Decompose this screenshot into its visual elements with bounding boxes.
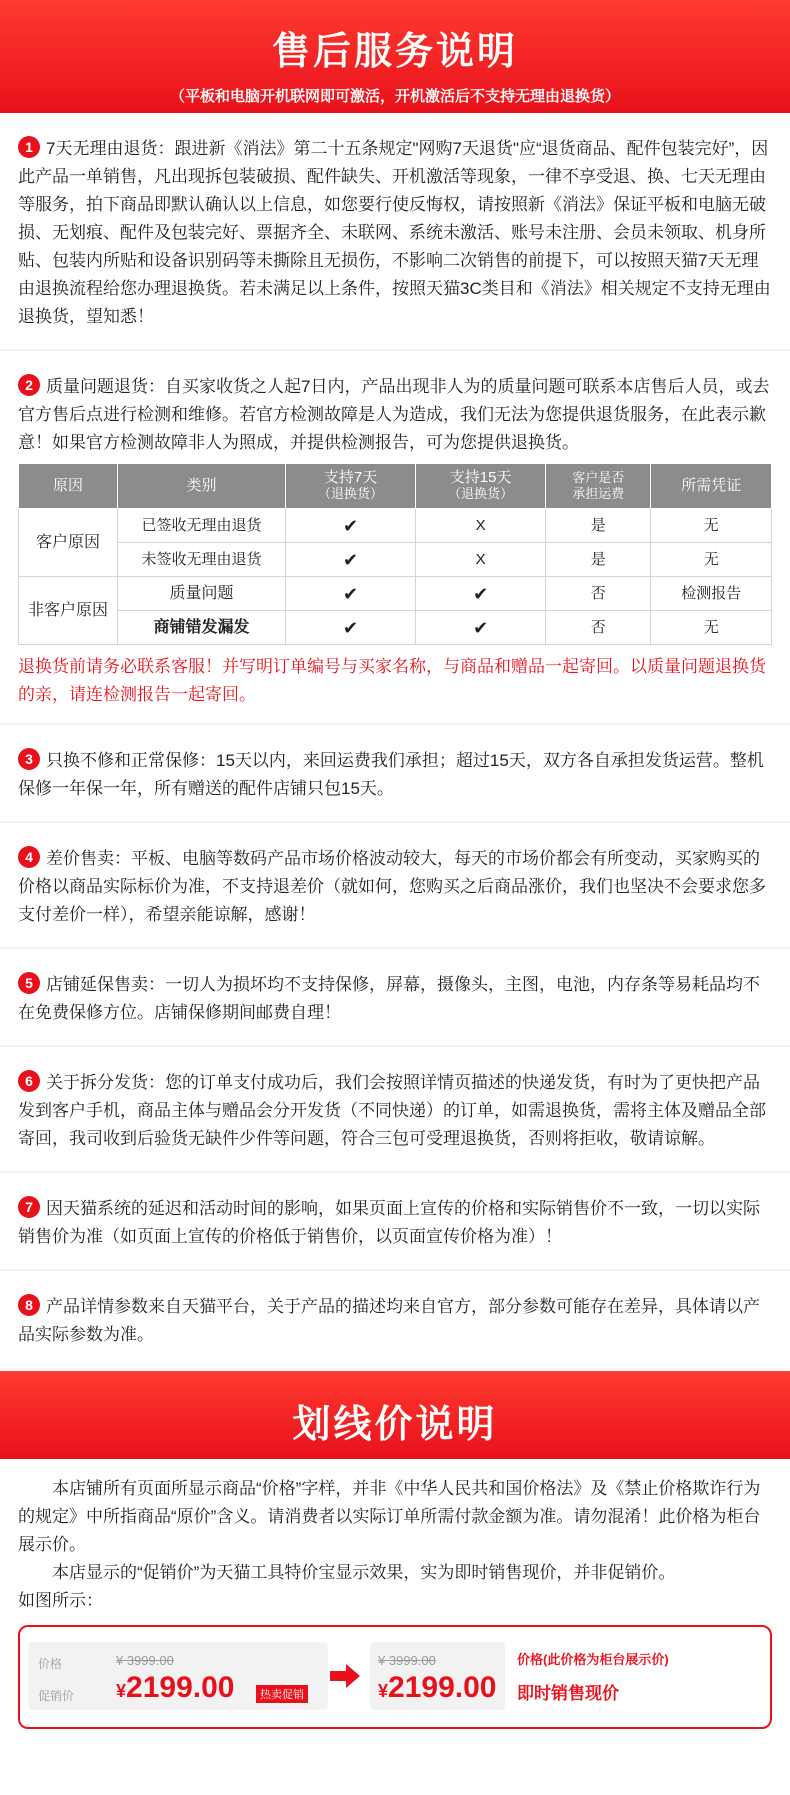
table-cell: 无	[651, 509, 772, 543]
label-price: 价格	[38, 1657, 63, 1671]
hot-sale-tag: 热卖促销	[256, 1685, 308, 1703]
section-6	[0, 1047, 790, 1173]
section-7	[0, 1173, 790, 1271]
strike-para-3: 如图所示：	[18, 1591, 103, 1610]
return-policy-table	[18, 463, 772, 645]
col-proof: 所需凭证	[651, 464, 772, 509]
section-6-text: 关于拆分发货：您的订单支付成功后，我们会按照详情页描述的快递发货，有时为了更快把产品发到客户手机，商品主体与赠品会分开发货（不同快递）的订单，如需退换货，需将主体及赠品全部寄回，我司收到后验货无缺件少件等问题，符合三包可受理退换货，否则将拒收，敬请谅解。	[18, 1073, 766, 1148]
check-icon: ✔	[286, 577, 416, 611]
strike-para-2: 本店显示的“促销价”为天猫工具特价宝显示效果，实为即时销售现价，并非促销价。	[52, 1563, 676, 1582]
section-8-text: 产品详情参数来自天猫平台，关于产品的描述均来自官方，部分参数可能存在差异，具体请以产品实际参数为准。	[18, 1297, 760, 1344]
check-icon: ✔	[416, 577, 546, 611]
table-cell: 检测报告	[651, 577, 772, 611]
table-cell: 商铺错发漏发	[118, 611, 286, 645]
table-cell: 无	[651, 543, 772, 577]
table-cell: X	[416, 509, 546, 543]
check-icon: ✔	[286, 509, 416, 543]
col-reason: 原因	[19, 464, 118, 509]
table-cell: 未签收无理由退货	[118, 543, 286, 577]
table-cell: 否	[546, 611, 651, 645]
section-3-text: 只换不修和正常保修：15天以内，来回运费我们承担；超过15天，双方各自承担发货运营。整机保修一年保一年，所有赠送的配件店铺只包15天。	[18, 751, 764, 798]
number-badge-2: 2	[18, 374, 40, 396]
table-cell: 质量问题	[118, 577, 286, 611]
section-4	[0, 823, 790, 949]
arrow-right-icon	[330, 1663, 360, 1689]
page-subtitle: （平板和电脑开机联网即可激活，开机激活后不支持无理由退换货）	[169, 88, 620, 105]
section-8	[0, 1271, 790, 1371]
table-cell: 已签收无理由退货	[118, 509, 286, 543]
price-demo	[18, 1625, 772, 1729]
section-3	[0, 725, 790, 823]
current-price: ¥2199.00	[378, 1671, 497, 1704]
section-5-text: 店铺延保售卖：一切人为损坏均不支持保修，屏幕，摄像头，主图，电池，内存条等易耗品均不在免费保修方位。店铺保修期间邮费自理！	[18, 975, 760, 1022]
check-icon: ✔	[286, 611, 416, 645]
return-notice: 退换货前请务必联系客服！并写明订单编号与买家名称，与商品和赠品一起寄回。以质量问题退换货的亲，请连检测报告一起寄回。	[18, 657, 766, 704]
strike-price-banner	[0, 1371, 790, 1459]
table-row	[19, 577, 772, 611]
table-cell: 无	[651, 611, 772, 645]
section-1	[0, 113, 790, 351]
col-fee: 客户是否 承担运费	[546, 464, 651, 509]
after-sales-banner	[0, 0, 790, 113]
col-15day: 支持15天 （退换货）	[416, 464, 546, 509]
table-cell: 是	[546, 543, 651, 577]
check-icon: ✔	[416, 611, 546, 645]
section-7-text: 因天猫系统的延迟和活动时间的影响，如果页面上宣传的价格和实际销售价不一致，一切以实际销售价为准（如页面上宣传的价格低于销售价，以页面宣传价格为准）！	[18, 1199, 760, 1246]
col-category: 类别	[118, 464, 286, 509]
section-2	[0, 351, 790, 725]
number-badge-6: 6	[18, 1070, 40, 1092]
group-non-customer: 非客户原因	[19, 577, 118, 645]
strike-title: 划线价说明	[292, 1404, 498, 1446]
page-title: 售后服务说明	[271, 31, 518, 73]
table-cell: X	[416, 543, 546, 577]
promo-price: ¥2199.00	[116, 1671, 235, 1704]
current-price-note: 即时销售现价	[517, 1684, 619, 1703]
table-row	[19, 543, 772, 577]
check-icon: ✔	[286, 543, 416, 577]
number-badge-7: 7	[18, 1196, 40, 1218]
group-customer: 客户原因	[19, 509, 118, 577]
col-7day: 支持7天 （退换货）	[286, 464, 416, 509]
number-badge-1: 1	[18, 136, 40, 158]
section-5	[0, 949, 790, 1047]
number-badge-8: 8	[18, 1294, 40, 1316]
section-4-text: 差价售卖：平板、电脑等数码产品市场价格波动较大，每天的市场价都会有所变动，买家购买的价格以商品实际标价为准，不支持退差价（就如何，您购买之后商品涨价，我们也坚决不会要求您多支付差价一样），希望亲能谅解，感谢！	[18, 849, 766, 924]
table-header-row	[19, 464, 772, 509]
table-row	[19, 509, 772, 543]
number-badge-4: 4	[18, 846, 40, 868]
strike-para-1: 本店铺所有页面所显示商品“价格”字样，并非《中华人民共和国价格法》及《禁止价格欺诈行为的规定》中所指商品“原价”含义。请消费者以实际订单所需付款金额为准。请勿混淆！此价格为柜台展示价。	[18, 1479, 761, 1554]
number-badge-3: 3	[18, 748, 40, 770]
table-row	[19, 611, 772, 645]
counter-price-note: 价格(此价格为柜台展示价)	[517, 1652, 669, 1667]
old-price: ¥ 3999.00	[116, 1653, 174, 1668]
number-badge-5: 5	[18, 972, 40, 994]
section-2-text: 质量问题退货：自买家收货之人起7日内，产品出现非人为的质量问题可联系本店售后人员，或去官方售后点进行检测和维修。若官方检测故障是人为造成，我们无法为您提供退货服务，在此表示歉意！如果官方检测故障非人为照成，并提供检测报告，可为您提供退换货。	[18, 377, 770, 452]
section-1-text: 7天无理由退货：跟进新《消法》第二十五条规定"网购7天退货"应“退货商品、配件包装完好”，因此产品一单销售，凡出现拆包装破损、配件缺失、开机激活等现象，一律不享受退、换、七天无理由等服务，拍下商品即默认确认以上信息，如您要行使反悔权，请按照新《消法》保证平板和电脑无破损、无划痕、配件及包装完好、票据齐全、未联网、系统未激活、账号未注册、会员未领取、机身所贴、包装内所贴和设备识别码等未撕除且无损伤，不影响二次销售的前提下，可以按照天猫7天无理由退换流程给您办理退换货。若未满足以上条件，按照天猫3C类目和《消法》相关规定不支持无理由退换货，望知悉！	[18, 139, 771, 326]
table-cell: 否	[546, 577, 651, 611]
old-price-after: ¥ 3999.00	[378, 1653, 436, 1668]
label-promo: 促销价	[38, 1689, 75, 1703]
table-cell: 是	[546, 509, 651, 543]
